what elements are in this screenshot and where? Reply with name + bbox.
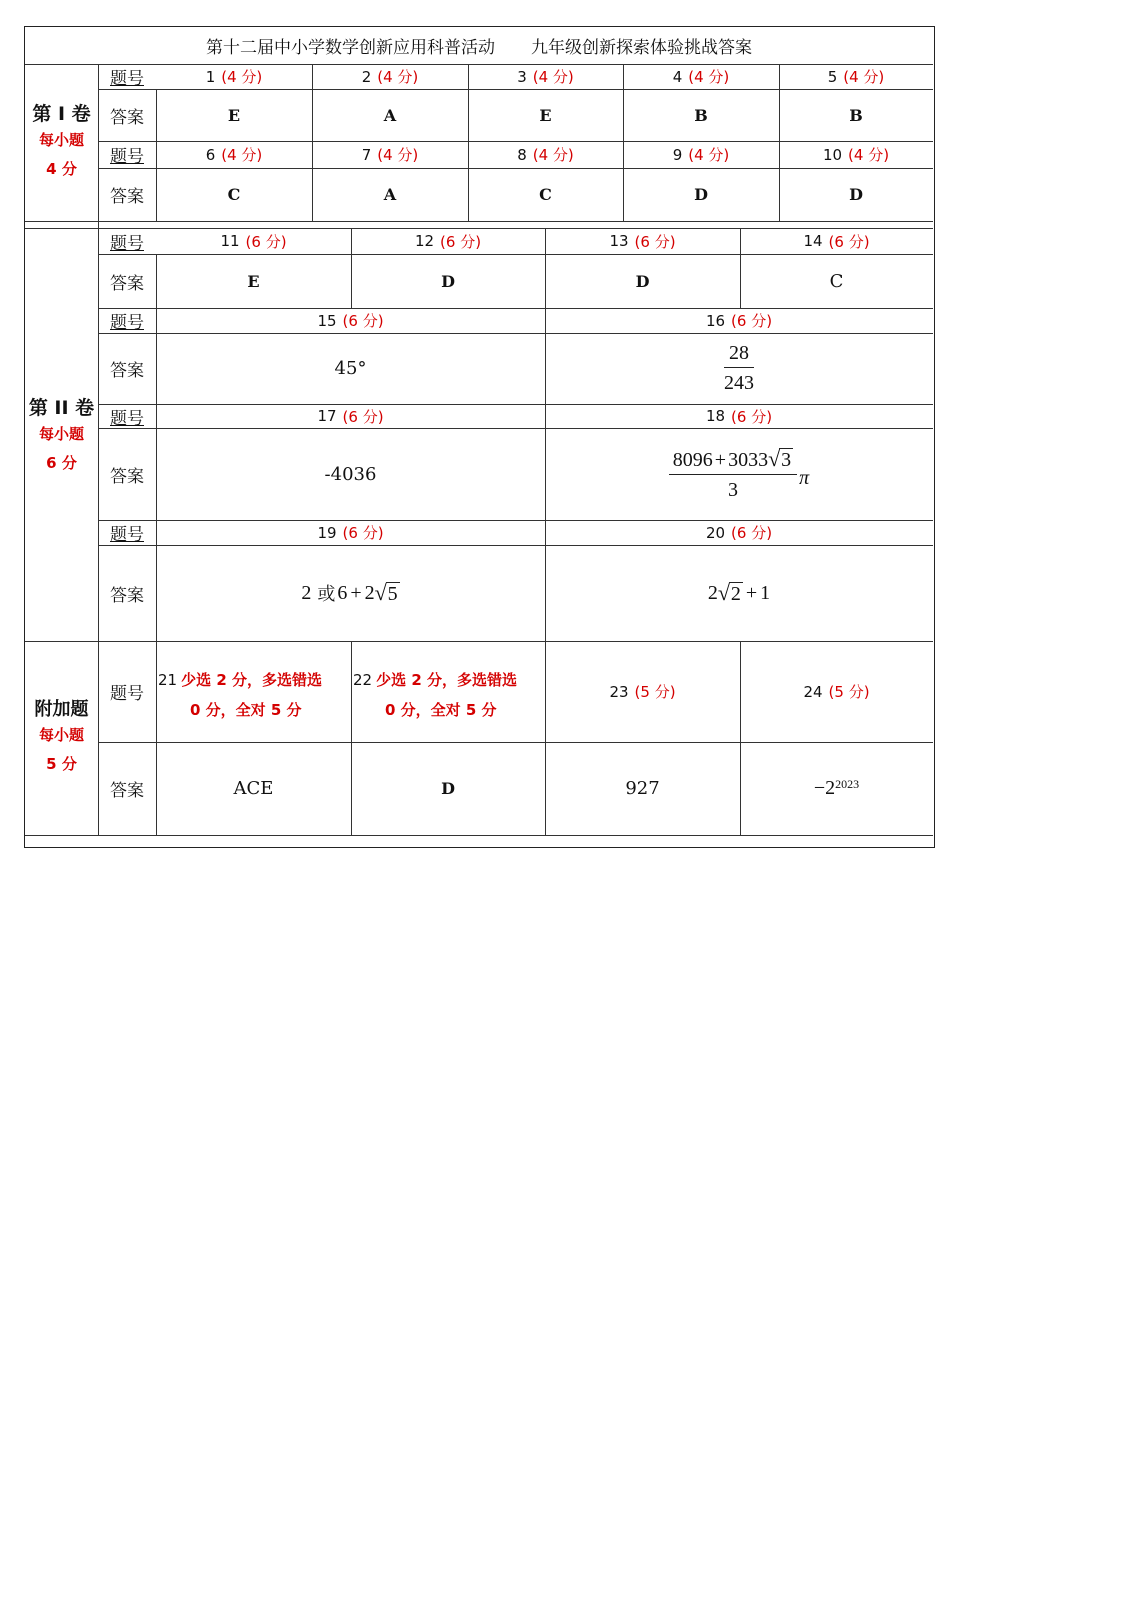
question-number: 19 bbox=[317, 523, 337, 542]
question-22-line1 bbox=[353, 665, 545, 695]
question-14-header bbox=[740, 228, 933, 254]
section-2-name: 第 II 卷 bbox=[28, 397, 95, 419]
question-number: 9 bbox=[672, 145, 683, 164]
question-label: 题号 bbox=[110, 408, 144, 429]
radicand: 2 bbox=[730, 582, 741, 605]
question-21-header bbox=[158, 665, 350, 725]
question-points: (4 分) bbox=[377, 68, 419, 86]
question-number: 1 bbox=[205, 67, 216, 86]
section-1-label bbox=[25, 99, 98, 184]
answer-23: 927 bbox=[625, 778, 660, 799]
question-points: (6 分) bbox=[634, 232, 676, 251]
question-number: 23 bbox=[609, 682, 629, 701]
question-number: 3 bbox=[517, 67, 527, 86]
plus-sign: + bbox=[350, 581, 362, 604]
question-13-header bbox=[545, 228, 740, 254]
answer-14: C bbox=[829, 270, 844, 292]
answer-10: D bbox=[849, 185, 863, 204]
question-24-header bbox=[740, 641, 933, 742]
pi-symbol: π bbox=[799, 466, 810, 489]
answer-6: C bbox=[227, 185, 241, 204]
section-1-points: 4 分 bbox=[46, 160, 77, 178]
answer-17: -4036 bbox=[324, 463, 377, 485]
title-right: 九年级创新探索体验挑战答案 bbox=[531, 38, 752, 58]
question-label: 题号 bbox=[110, 69, 144, 89]
answer-16 bbox=[545, 333, 933, 404]
question-20-header bbox=[545, 520, 933, 545]
question-points: (4 分) bbox=[688, 146, 730, 164]
question-points: (4 分) bbox=[377, 146, 419, 164]
question-18-header bbox=[545, 404, 933, 428]
radicand: 5 bbox=[387, 582, 398, 605]
question-number: 18 bbox=[705, 407, 726, 425]
question-2-header bbox=[312, 64, 468, 89]
question-22-line2: 0 分，全对 5 分 bbox=[385, 701, 497, 719]
section-2-note: 每小题 bbox=[38, 425, 84, 443]
section-2-label bbox=[25, 393, 98, 478]
question-10-header bbox=[779, 141, 933, 168]
question-points: (4 分) bbox=[221, 68, 263, 86]
question-points: (6 分) bbox=[342, 407, 384, 426]
answer-7: A bbox=[383, 185, 397, 204]
question-number: 8 bbox=[517, 145, 527, 164]
answer-19 bbox=[156, 545, 545, 641]
question-points: (6 分) bbox=[731, 407, 773, 426]
answer-1: E bbox=[227, 105, 241, 125]
question-number: 2 bbox=[361, 67, 372, 86]
question-points: (4 分) bbox=[532, 146, 574, 164]
question-label: 题号 bbox=[110, 147, 144, 167]
section-2-points: 6 分 bbox=[46, 454, 77, 472]
rule bbox=[25, 835, 933, 836]
question-19-header bbox=[156, 520, 545, 545]
question-21-line1 bbox=[158, 665, 350, 695]
term: 3033 bbox=[728, 449, 769, 471]
question-points: (6 分) bbox=[245, 232, 287, 251]
question-points: (4 分) bbox=[688, 68, 730, 86]
answer-18 bbox=[545, 428, 933, 520]
question-points: (6 分) bbox=[731, 524, 773, 542]
fraction bbox=[669, 446, 797, 502]
question-9-header bbox=[623, 141, 779, 168]
section-1-note: 每小题 bbox=[38, 131, 84, 149]
question-15-header bbox=[156, 308, 545, 333]
question-label: 题号 bbox=[110, 313, 144, 333]
question-label: 题号 bbox=[110, 525, 144, 545]
question-points: (6 分) bbox=[731, 312, 773, 330]
answer-label: 答案 bbox=[110, 466, 144, 487]
question-number: 24 bbox=[803, 682, 823, 701]
question-6-header bbox=[156, 141, 312, 168]
fraction-denominator: 3 bbox=[727, 479, 738, 501]
question-4-header bbox=[623, 64, 779, 89]
question-number: 20 bbox=[705, 523, 726, 542]
question-1-header bbox=[156, 64, 312, 89]
question-22-header bbox=[353, 665, 545, 725]
plus-sign: + bbox=[714, 449, 727, 471]
question-number: 16 bbox=[705, 311, 726, 330]
question-number: 11 bbox=[220, 232, 240, 250]
question-number: 15 bbox=[317, 311, 337, 330]
scoring-note: 少选 2 分，多选错选 bbox=[181, 671, 322, 689]
question-number: 6 bbox=[205, 145, 216, 164]
question-12-header bbox=[351, 228, 545, 254]
question-number: 22 bbox=[353, 671, 373, 689]
rule bbox=[25, 221, 933, 222]
answer-15: 45° bbox=[334, 358, 367, 379]
question-label: 题号 bbox=[110, 233, 144, 254]
question-number: 13 bbox=[609, 232, 629, 250]
term: 8096 bbox=[672, 449, 713, 471]
scoring-note: 少选 2 分，多选错选 bbox=[376, 671, 517, 689]
answer-24 bbox=[740, 742, 933, 835]
question-17-header bbox=[156, 404, 545, 428]
answer-12: D bbox=[441, 271, 455, 291]
question-points: (5 分) bbox=[634, 683, 676, 701]
section-3-name: 附加题 bbox=[34, 699, 89, 720]
question-7-header bbox=[312, 141, 468, 168]
question-number: 17 bbox=[317, 407, 337, 425]
fraction bbox=[724, 342, 754, 395]
radical-sign: √ bbox=[717, 580, 730, 605]
answer-3: E bbox=[539, 105, 552, 125]
answer-20 bbox=[545, 545, 933, 641]
question-5-header bbox=[779, 64, 933, 89]
answer-8: C bbox=[539, 185, 552, 204]
question-points: (4 分) bbox=[843, 68, 885, 86]
question-number: 14 bbox=[803, 232, 823, 250]
answer-5: B bbox=[849, 105, 863, 125]
answer-13: D bbox=[635, 271, 650, 291]
or-word: 或 bbox=[317, 584, 336, 604]
question-16-header bbox=[545, 308, 933, 333]
question-number: 10 bbox=[822, 145, 843, 164]
question-11-header bbox=[156, 228, 351, 254]
answer-label: 答案 bbox=[110, 273, 144, 294]
answer-label: 答案 bbox=[110, 361, 144, 381]
answer-9: D bbox=[694, 185, 708, 204]
plus-sign: + bbox=[745, 581, 758, 604]
fraction-numerator: 28 bbox=[729, 342, 749, 364]
answer-sheet bbox=[24, 26, 935, 848]
question-points: (6 分) bbox=[342, 524, 384, 542]
term: 2 bbox=[301, 581, 312, 604]
minus-sign: − bbox=[813, 777, 826, 799]
question-number: 4 bbox=[672, 67, 683, 86]
answer-label: 答案 bbox=[110, 781, 144, 801]
answer-label: 答案 bbox=[110, 585, 144, 606]
question-points: (6 分) bbox=[828, 232, 870, 251]
section-3-label bbox=[25, 695, 98, 779]
power-base: 2 bbox=[825, 777, 836, 799]
question-points: (6 分) bbox=[342, 312, 384, 330]
answer-21: ACE bbox=[233, 778, 274, 799]
answer-label: 答案 bbox=[110, 107, 144, 128]
section-3-points: 5 分 bbox=[46, 755, 77, 773]
question-23-header bbox=[545, 641, 740, 742]
term: 2 bbox=[707, 581, 718, 604]
section-3-note: 每小题 bbox=[38, 726, 84, 744]
question-number: 21 bbox=[158, 671, 178, 689]
fraction-numerator bbox=[669, 446, 797, 474]
question-points: (4 分) bbox=[532, 68, 574, 86]
radicand: 3 bbox=[781, 449, 792, 471]
power-exponent: 2023 bbox=[835, 777, 860, 791]
question-8-header bbox=[468, 141, 623, 168]
term: 6 bbox=[337, 581, 348, 604]
answer-4: B bbox=[694, 105, 708, 125]
fraction-denominator: 243 bbox=[724, 372, 754, 394]
question-21-line2: 0 分，全对 5 分 bbox=[190, 701, 302, 719]
answer-label: 答案 bbox=[110, 187, 144, 207]
section-1-name: 第 I 卷 bbox=[32, 103, 91, 125]
radical-sign: √ bbox=[768, 446, 781, 471]
title-left: 第十二届中小学数学创新应用科普活动 bbox=[206, 38, 495, 58]
question-points: (6 分) bbox=[440, 232, 482, 251]
question-number: 7 bbox=[361, 145, 372, 164]
term: 2 bbox=[364, 581, 375, 604]
radical-sign: √ bbox=[374, 580, 387, 605]
question-points: (4 分) bbox=[221, 146, 263, 164]
question-points: (5 分) bbox=[828, 683, 870, 701]
question-3-header bbox=[468, 64, 623, 89]
page-title bbox=[25, 27, 933, 64]
answer-2: A bbox=[383, 105, 397, 125]
answer-22: D bbox=[441, 779, 455, 798]
question-points: (4 分) bbox=[848, 146, 890, 164]
question-label: 题号 bbox=[110, 684, 144, 704]
question-number: 12 bbox=[414, 232, 435, 250]
question-number: 5 bbox=[827, 67, 838, 86]
term: 1 bbox=[760, 581, 771, 604]
answer-11: E bbox=[247, 271, 260, 291]
